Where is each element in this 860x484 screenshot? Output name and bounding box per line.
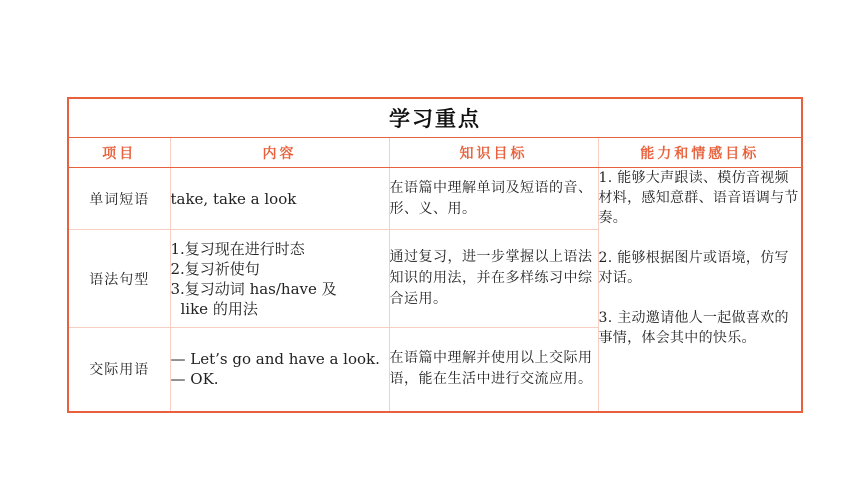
header-item: 项目: [68, 138, 170, 168]
title-row: [68, 98, 802, 138]
learning-focus-table: [67, 97, 803, 413]
row-content-communication: [170, 328, 389, 412]
row-knowledge-communication: 在语篇中理解并使用以上交际用语，能在生活中进行交流应用。: [389, 328, 598, 412]
row-content-vocabulary: [170, 168, 389, 230]
content-line: 2.复习祈使句: [170, 259, 260, 278]
row-label-communication: 交际用语: [68, 328, 170, 412]
row-knowledge-grammar: 通过复习，进一步掌握以上语法知识的用法，并在多样练习中综合运用。: [389, 230, 598, 328]
content-line: like 的用法: [180, 299, 258, 318]
row-label-vocabulary: 单词短语: [68, 168, 170, 230]
header-content: 内容: [170, 138, 389, 168]
header-ability-goal: 能力和情感目标: [598, 138, 802, 168]
content-line: — OK.: [170, 370, 219, 389]
ability-item-1: 1. 能够大声跟读、模仿音视频材料，感知意群、语音语调与节奏。: [598, 170, 799, 226]
table-row-vocabulary: [68, 168, 802, 230]
row-content-grammar: [170, 230, 389, 328]
ability-item-3: 3. 主动邀请他人一起做喜欢的事情，体会其中的快乐。: [598, 310, 789, 346]
content-line: 1.复习现在进行时态: [170, 239, 305, 258]
header-knowledge-goal: 知识目标: [389, 138, 598, 168]
ability-goal-cell: [598, 168, 802, 412]
ability-item-2: 2. 能够根据图片或语境，仿写对话。: [598, 250, 789, 286]
table-title: 学习重点: [68, 98, 802, 138]
row-label-grammar: 语法句型: [68, 230, 170, 328]
content-line: take, take a look: [170, 189, 297, 208]
row-knowledge-vocabulary: 在语篇中理解单词及短语的音、形、义、用。: [389, 168, 598, 230]
content-line: — Let’s go and have a look.: [170, 350, 380, 369]
header-row: [68, 138, 802, 168]
content-line: 3.复习动词 has/have 及: [170, 279, 337, 298]
